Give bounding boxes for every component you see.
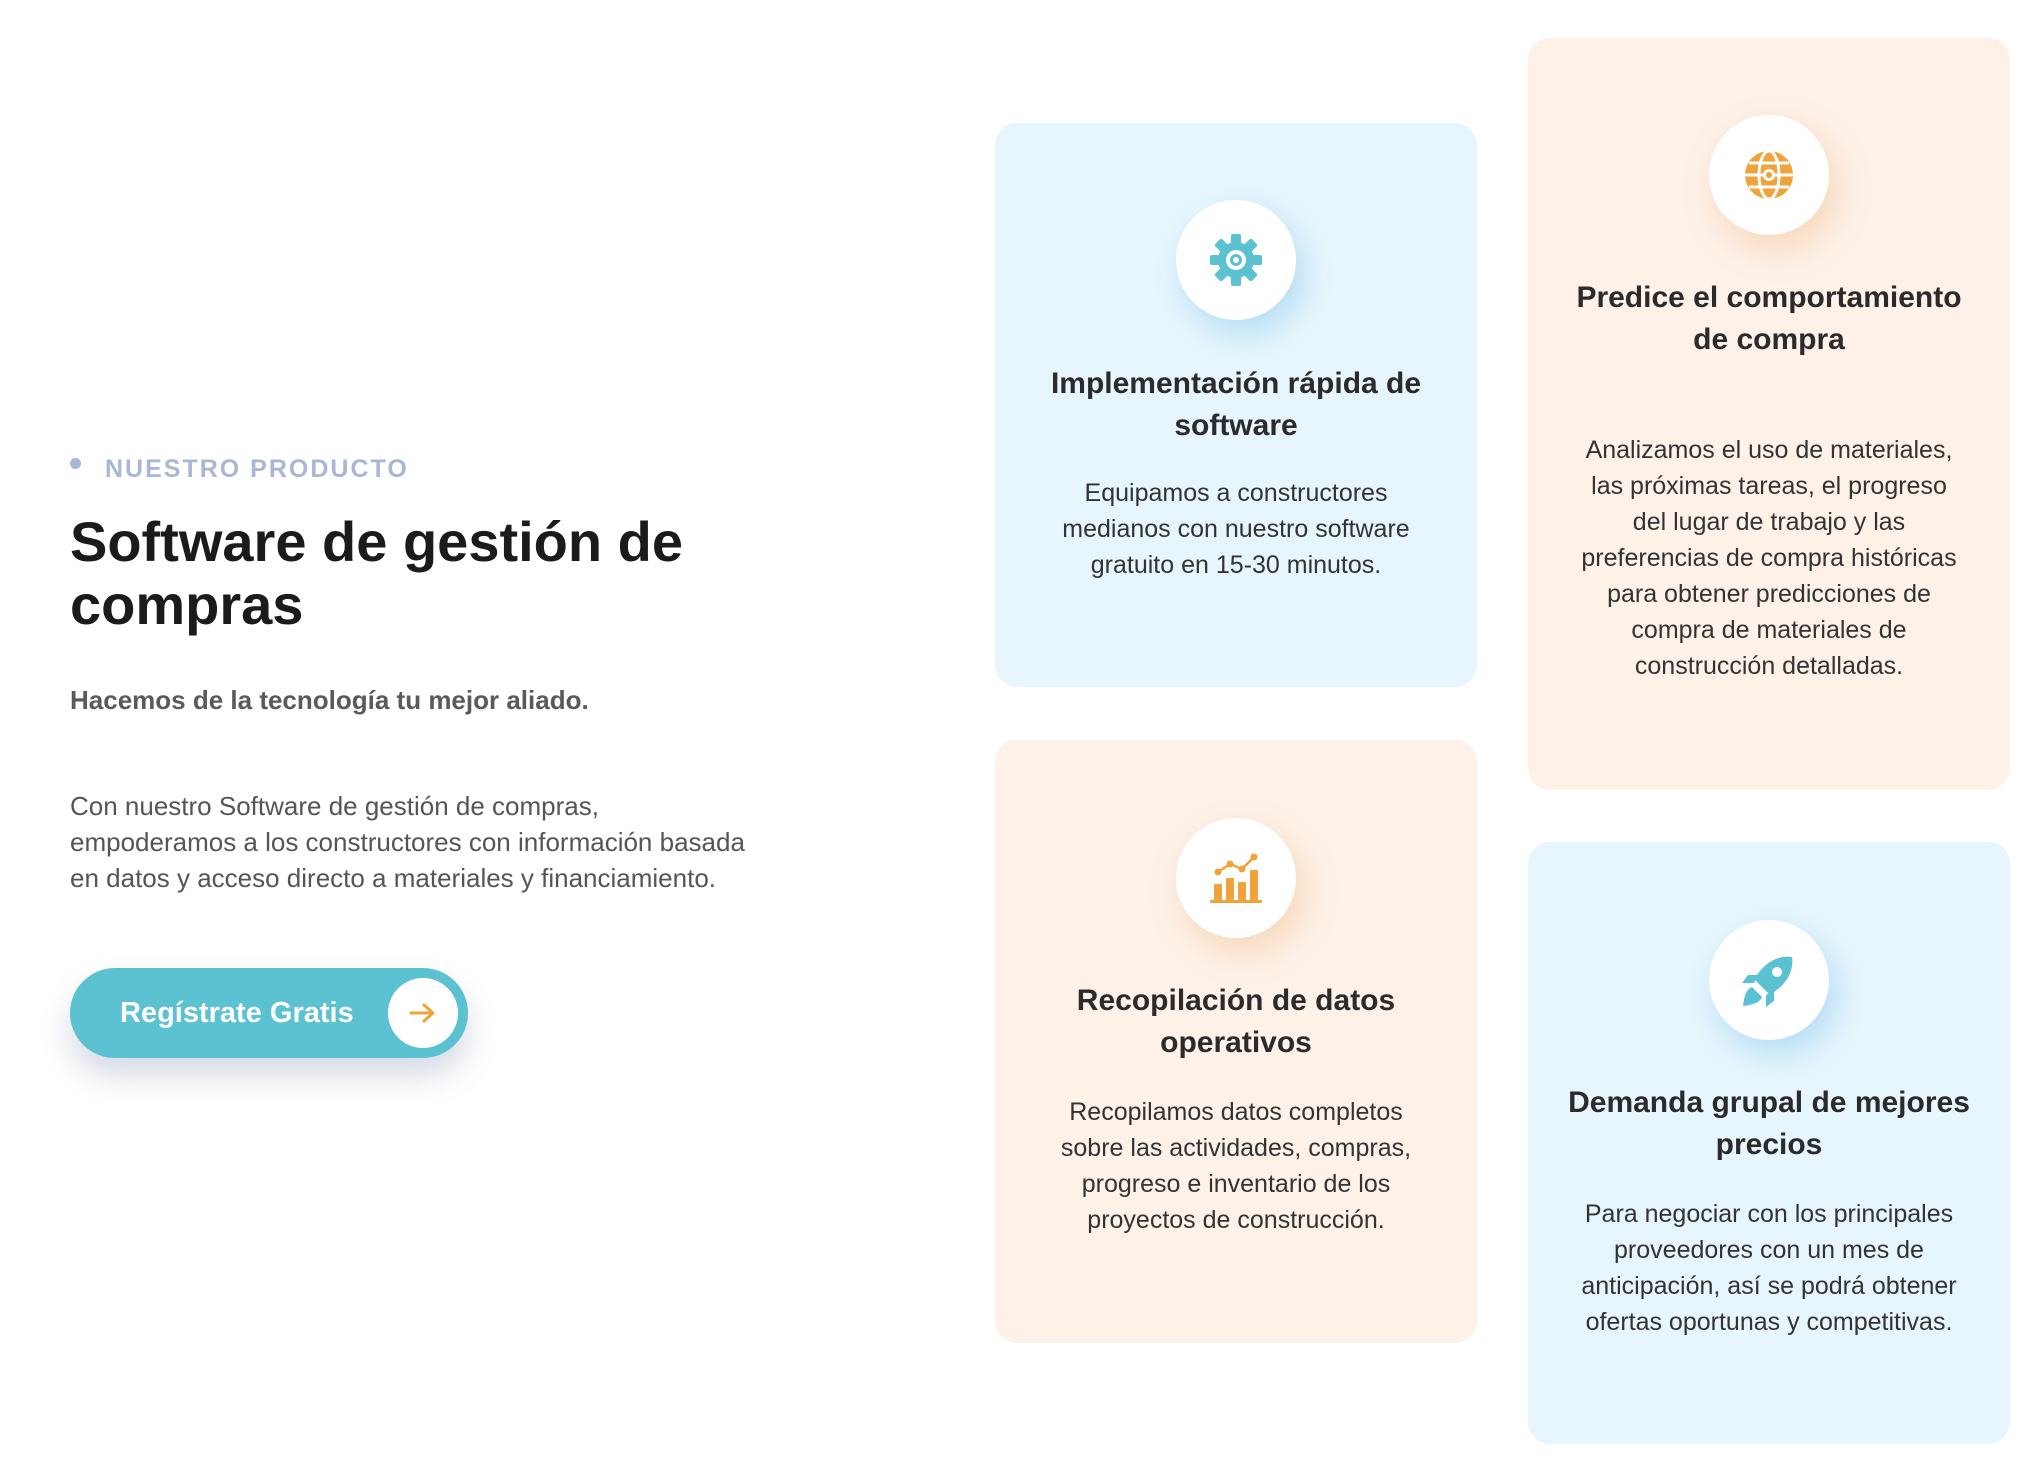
card-title: Predice el comportamiento de compra (1576, 281, 1962, 356)
section-eyebrow (70, 455, 409, 484)
page-subtitle: Hacemos de la tecnología tu mejor aliado. (70, 685, 589, 715)
globe-icon (1709, 115, 1829, 235)
eyebrow-dot (70, 458, 81, 469)
register-free-button[interactable] (70, 968, 468, 1058)
card-text: Equipamos a constructores medianos con nuestro software gratuito en 15-30 minutos. (1062, 479, 1410, 579)
feature-card-predict (1528, 38, 2010, 790)
card-text: Analizamos el uso de materiales, las próximas tareas, el progreso del lugar de trabajo y las preferencias de compra históricas para obtener predicciones de compra de materiales de construcción detalladas. (1581, 436, 1957, 680)
feature-card-data-collection (995, 740, 1477, 1343)
register-free-label: Regístrate Gratis (120, 996, 354, 1029)
eyebrow-label: NUESTRO PRODUCTO (105, 455, 409, 483)
gear-icon (1176, 200, 1296, 320)
card-title: Implementación rápida de software (1050, 367, 1422, 442)
card-title: Demanda grupal de mejores precios (1568, 1086, 1970, 1161)
page-description: Con nuestro Software de gestión de compras, empoderamos a los constructores con información basada en datos y acceso directo a materiales y financiamiento. (70, 791, 745, 893)
rocket-icon (1709, 920, 1829, 1040)
card-text: Recopilamos datos completos sobre las actividades, compras, progreso e inventario de los proyectos de construcción. (1060, 1098, 1412, 1234)
page-title: Software de gestión de compras (70, 510, 683, 636)
card-text: Para negociar con los principales proveedores con un mes de anticipación, así se podrá obtener ofertas oportunas y competitivas. (1581, 1200, 1957, 1336)
feature-card-implementation (995, 123, 1477, 687)
bar-chart-icon (1176, 818, 1296, 938)
arrow-right-icon (388, 978, 458, 1048)
card-title: Recopilación de datos operativos (1076, 984, 1396, 1059)
feature-card-group-demand (1528, 842, 2010, 1444)
